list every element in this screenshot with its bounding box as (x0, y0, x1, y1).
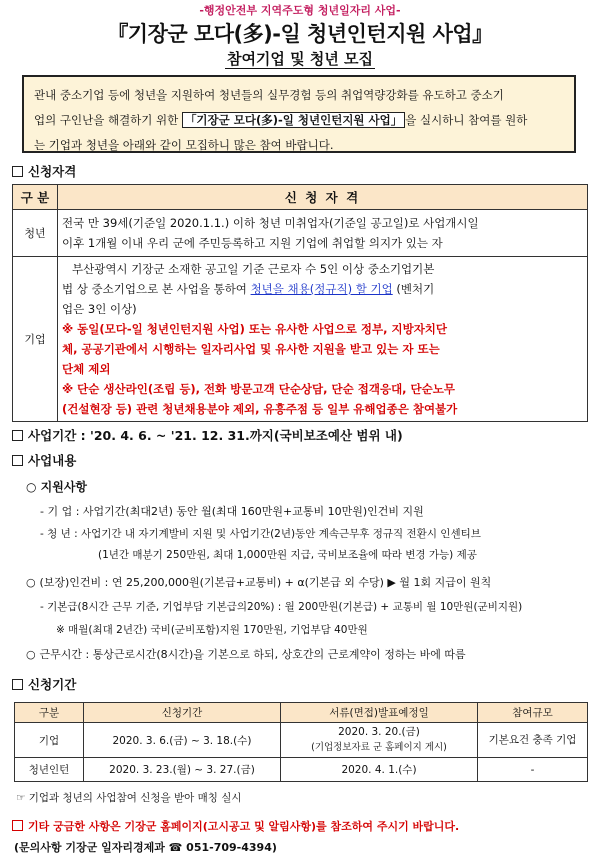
col-qualification: 신 청 자 격 (58, 185, 588, 210)
wage-detail-2: ※ 매월(최대 2년간) 국비(군비포함)지원 170만원, 기업부담 40만원 (56, 624, 368, 636)
company-support: - 기 업 : 사업기간(최대2년) 동안 월(최대 160만원+교통비 10만원)인건비 지원 (40, 505, 424, 518)
table-row (15, 758, 588, 782)
table-row (15, 723, 588, 758)
hours-line (26, 646, 466, 662)
circle-bullet-icon: ○ (26, 648, 40, 661)
wage-line (26, 574, 491, 590)
app-row-period: 2020. 3. 23.(월) ~ 3. 27.(금) (84, 758, 281, 782)
page-subtitle (0, 48, 600, 69)
wage-text: (보장)인건비 : 연 25,200,000원(기본급+교통비) + α(기본급 외 수당) ▶ 월 1회 지급이 원칙 (39, 576, 492, 589)
company-line-1: 부산광역시 기장군 소재한 공고일 기준 근로자 수 5인 이상 중소기업기본 (72, 262, 435, 276)
youth-support-1: - 청 년 : 사업기간 내 자기계발비 지원 및 사업기간(2년)동안 계속근무후 정규직 전환시 인센티브 (40, 528, 481, 540)
company-line-2-pre: 법 상 중소기업으로 본 사업을 통하여 (62, 282, 251, 296)
company-exclusion-1: ※ 동일(모다-일 청년인턴지원 사업) 또는 유사한 사업으로 정부, 지방자치단 (62, 322, 448, 336)
support-heading (26, 478, 87, 495)
intro-project-name: 「기장군 모다(多)-일 청년인턴지원 사업」 (182, 112, 405, 128)
circle-bullet-icon: ○ (26, 480, 41, 494)
company-exclusion-3: 단체 제외 (62, 362, 111, 376)
company-exclusion-4: ※ 단순 생산라인(조립 등), 전화 방문고객 단순상담, 단순 접객응대, 단순노무 (62, 382, 455, 396)
qualification-heading (12, 162, 76, 180)
wage-detail-1: - 기본급(8시간 근무 기준, 기업부담 기본급의20%) : 월 200만원(기본급) + 교통비 월 10만원(군비지원) (40, 601, 523, 613)
qualification-heading-text: 신청자격 (28, 164, 77, 179)
app-col-period: 신청기간 (84, 703, 281, 723)
youth-label: 청년 (13, 210, 58, 257)
company-cell (58, 257, 588, 422)
intro-line-1: 관내 중소기업 등에 청년을 지원하여 청년들의 실무경험 등의 취업역량강화를 유도하고 중소기 (34, 88, 504, 102)
table-header-row (13, 185, 588, 210)
intro-line-2 (34, 108, 564, 133)
col-category: 구 분 (13, 185, 58, 210)
hours-text: 근무시간 : 통상근로시간(8시간)을 기본으로 하되, 상호간의 근로계약이 정하는 바에 따름 (39, 648, 466, 661)
intro-line-2-post: 을 실시하니 참여를 원하 (405, 113, 528, 127)
app-row-category: 기업 (15, 723, 84, 758)
app-row-announce-date: 2020. 3. 20.(금) (338, 726, 420, 738)
youth-line-1: 전국 만 39세(기준일 2020.1.1.) 이하 청년 미취업자(기준일 공고일)로 사업개시일 (62, 216, 479, 230)
period-heading (12, 426, 403, 444)
application-heading-text: 신청기간 (28, 677, 77, 692)
content-heading (12, 451, 76, 469)
checkbox-icon (12, 455, 23, 466)
app-row-announce-note: (기업정보자료 군 홈페이지 게시) (311, 742, 447, 753)
checkbox-icon (12, 430, 23, 441)
youth-support-2: (1년간 매분기 250만원, 최대 1,000만원 지급, 국비보조율에 따라 변경 가능) 제공 (98, 549, 477, 561)
table-row-youth (13, 210, 588, 257)
company-line-2 (62, 279, 583, 299)
other-info-text: 기타 궁금한 사항은 기장군 홈페이지(고시공고 및 알림사항)를 참조하여 주시기 바랍니다. (28, 820, 460, 833)
application-header-row (15, 703, 588, 723)
youth-cell (58, 210, 588, 257)
intro-line-2-pre: 업의 구인난을 해결하기 위한 (34, 113, 182, 127)
app-row-period: 2020. 3. 6.(금) ~ 3. 18.(수) (84, 723, 281, 758)
checkbox-icon (12, 166, 23, 177)
page-title: 『기장군 모다(多)-일 청년인턴지원 사업』 (107, 22, 493, 46)
other-info (12, 818, 459, 834)
app-col-announce: 서류(면접)발표예정일 (281, 703, 478, 723)
checkbox-icon (12, 679, 23, 690)
company-line-2-post: (벤처기 (392, 282, 435, 296)
company-label: 기업 (13, 257, 58, 422)
app-row-category: 청년인턴 (15, 758, 84, 782)
company-hire-link: 청년을 채용(정규직) 할 기업 (250, 282, 393, 296)
application-heading (12, 675, 76, 693)
app-row-announce (281, 723, 478, 758)
support-heading-text: 지원사항 (40, 480, 88, 494)
content-heading-text: 사업내용 (28, 453, 77, 468)
checkbox-icon (12, 820, 23, 831)
application-table (14, 702, 588, 782)
company-exclusion-5: (건설현장 등) 관련 청년채용분야 제외, 유흥주점 등 일부 유해업종은 참여불가 (62, 402, 458, 416)
app-row-scale: 기본요건 충족 기업 (478, 723, 588, 758)
period-text: 사업기간 : '20. 4. 6. ~ '21. 12. 31.까지(국비보조예산 범위 내) (28, 428, 403, 443)
app-row-announce: 2020. 4. 1.(수) (281, 758, 478, 782)
intro-line-3: 는 기업과 청년을 아래와 같이 모집하니 많은 참여 바랍니다. (34, 138, 334, 152)
company-exclusion-2: 체, 공공기관에서 시행하는 일자리사업 및 유사한 지원을 받고 있는 자 또는 (62, 342, 440, 356)
company-line-3: 업은 3인 이상) (62, 302, 137, 316)
subtitle-text: 참여기업 및 청년 모집 (226, 50, 374, 68)
app-col-category: 구분 (15, 703, 84, 723)
top-tag: -행정안전부 지역주도형 청년일자리 사업- (199, 4, 401, 17)
intro-box (22, 75, 576, 153)
app-row-scale: - (478, 758, 588, 782)
matching-note: ☞ 기업과 청년의 사업참여 신청을 받아 매칭 실시 (16, 792, 242, 804)
contact-info: (문의사항 기장군 일자리경제과 ☎ 051-709-4394) (14, 841, 277, 854)
youth-line-2: 이후 1개월 이내 우리 군에 주민등록하고 지원 기업에 취업할 의지가 있는 자 (62, 236, 443, 250)
qualification-table (12, 184, 588, 422)
table-row-company (13, 257, 588, 422)
circle-bullet-icon: ○ (26, 576, 40, 589)
app-col-scale: 참여규모 (478, 703, 588, 723)
